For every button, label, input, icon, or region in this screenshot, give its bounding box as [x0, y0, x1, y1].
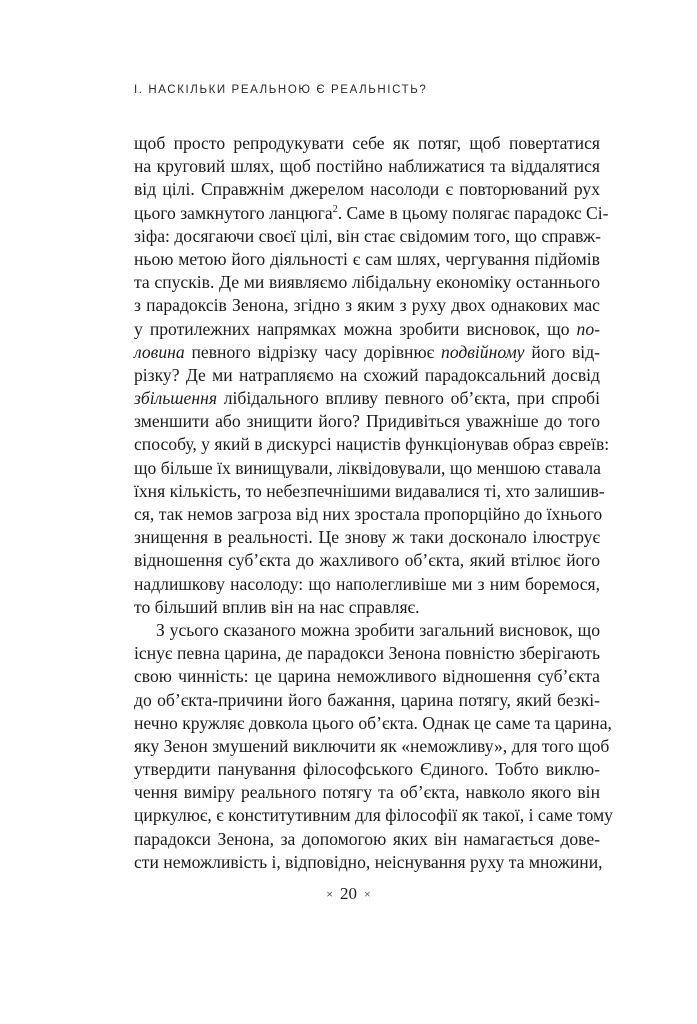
text-line: що більше їх винищували, ліквідовували, що меншою ставала [134, 457, 601, 478]
text-line: парадокси Зенона, за допомогою яких він намагається дове- [134, 828, 600, 849]
italic-segment: по- [576, 318, 600, 339]
text-line: нечно кружляє довкола цього об’єкта. Однак це саме та царина, [134, 712, 612, 733]
text-line: утвердити панування філософського Єдиного. Тобто виклю- [134, 759, 600, 780]
text-line: на круговий шлях, щоб постійно наближатися та віддалятися [134, 156, 600, 177]
text-line: від цілі. Справжнім джерелом насолоди є повторюваний рух [134, 179, 600, 200]
italic-segment: подвійному [441, 341, 525, 362]
folio-ornament-right: × [364, 887, 371, 901]
text-segment: певного відрізку часу дорівнює [184, 341, 442, 362]
text-line: існує певна царина, де парадокси Зенона повністю зберігають [134, 643, 600, 664]
text-line: з парадоксів Зенона, згідно з яким з руху двох однакових мас [134, 295, 600, 316]
italic-segment: ловина [134, 341, 185, 362]
text-line: сти неможливість і, відповідно, неіснування руху та множини, [134, 851, 603, 872]
text-line [134, 387, 600, 410]
text-line: яку Зенон змушений виключити як «неможливу», для того щоб [134, 735, 610, 756]
text-line [134, 341, 600, 364]
text-line: різку? Де ми натрапляємо на схожий парадоксальний досвід [134, 364, 600, 385]
text-line: їхня кількість, то небезпечнішими видавалися ті, хто залишив- [134, 480, 605, 501]
text-segment: його від- [524, 341, 601, 362]
text-line: відношення суб’єкта до жахливого об’єкта, який втілює його [134, 550, 600, 571]
page-number [0, 884, 697, 904]
text-line: щоб просто репродукувати себе як потяг, щоб повертатися [134, 133, 600, 153]
text-segment: цього замкнутого ланцюга [134, 202, 333, 223]
italic-segment: збільшення [134, 388, 218, 409]
text-line: свою чинність: це царина неможливого відношення суб’єкта [134, 666, 600, 687]
text-line: зменшити або знищити його? Придивіться уважніше до того [134, 411, 600, 432]
page-number-value: 20 [340, 884, 357, 903]
text-segment: у протилежних напрямках можна зробити висновок, що [134, 318, 577, 339]
paragraph-first-line: З усього сказаного можна зробити загальний висновок, що [156, 619, 600, 640]
text-line: знищення в реальності. Це знову ж таки досконало ілюструє [134, 527, 600, 548]
text-line: ся, так немов загроза від них зростала пропорційно до їхнього [134, 504, 603, 524]
text-line: надлишкову насолоду: що наполегливіше ми з ним боремося, [134, 573, 600, 594]
text-segment: . Саме в цьому полягає парадокс Сі- [337, 202, 609, 223]
text-line [134, 202, 609, 225]
text-line: способу, у який в дискурсі нацистів функціонував образ євреїв: [134, 434, 610, 455]
running-head: І. НАСКІЛЬКИ РЕАЛЬНОЮ Є РЕАЛЬНІСТЬ? [134, 84, 428, 96]
text-line: циркулює, є конститутивним для філософії як такої, і саме тому [134, 805, 613, 826]
text-line [134, 318, 600, 341]
footnote-marker[interactable]: 2 [332, 203, 338, 215]
text-line: ньою метою його діяльності є сам шлях, чергування підйомів [134, 248, 600, 269]
folio-ornament-left: × [326, 887, 333, 901]
text-line: до об’єкта-причини його бажання, царина потягу, який безкі- [134, 689, 600, 710]
text-line: зіфа: досягаючи своєї цілі, він стає свідомим того, що справж- [134, 225, 601, 246]
paragraph-last-line: то більший вплив він на нас справляє. [134, 596, 420, 617]
body-text [134, 132, 613, 874]
text-line: та спусків. Де ми виявляємо лібідальну економіку останнього [134, 272, 600, 293]
text-segment: лібідального впливу певного об’єкта, при спробі [217, 388, 600, 409]
text-line: чення виміру реального потягу та об’єкта, навколо якого він [134, 782, 600, 803]
